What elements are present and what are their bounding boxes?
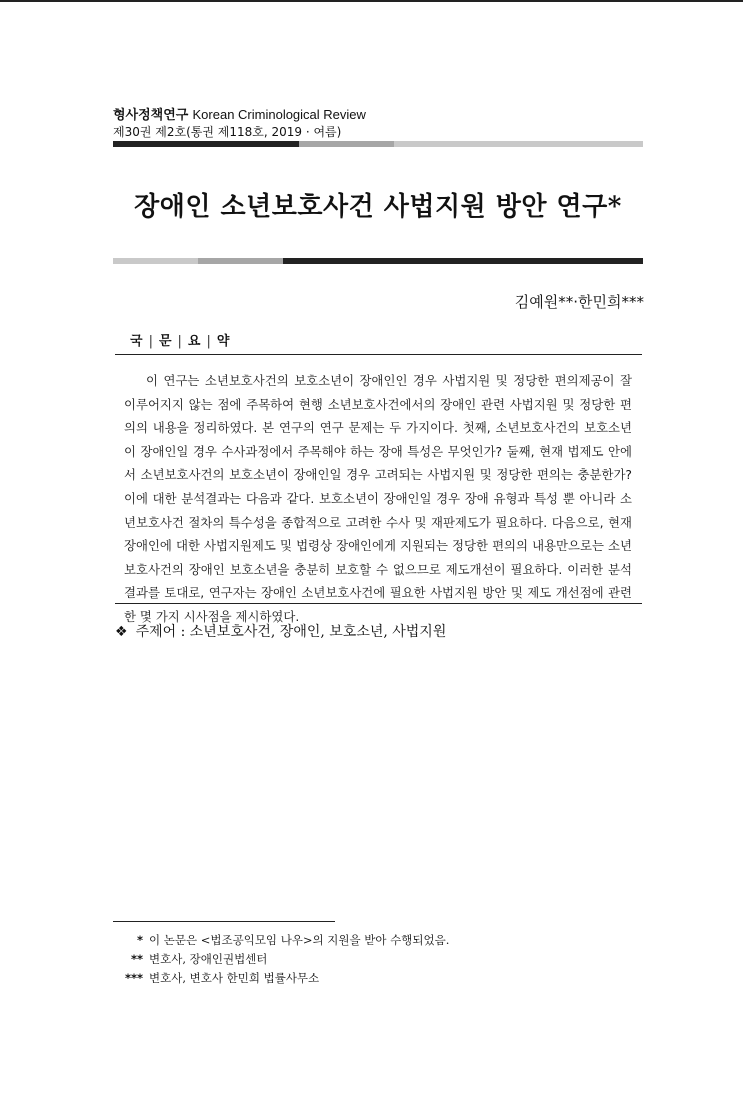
abstract-heading-char: 약 bbox=[216, 334, 232, 349]
footnote-mark: * bbox=[136, 933, 143, 947]
footnote-rule bbox=[113, 921, 335, 922]
footnote-text: 변호사, 변호사 한민희 법률사무소 bbox=[149, 971, 320, 985]
journal-name-korean: 형사정책연구 bbox=[113, 108, 189, 123]
top-border bbox=[0, 0, 743, 2]
footnote-2 bbox=[113, 951, 267, 967]
abstract-heading-char: 요 bbox=[187, 334, 203, 349]
issue-info: 제30권 제2호(통권 제118호, 2019 · 여름) bbox=[113, 125, 342, 139]
footnote-mark: *** bbox=[124, 971, 143, 985]
footnote-mark: ** bbox=[130, 952, 143, 966]
journal-name bbox=[113, 104, 366, 123]
paper-title: 장애인 소년보호사건 사법지원 방안 연구* bbox=[134, 192, 622, 222]
title-divider-bar bbox=[113, 258, 643, 264]
footnote-text: 변호사, 장애인권법센터 bbox=[149, 952, 268, 966]
journal-name-english: Korean Criminological Review bbox=[192, 107, 366, 122]
abstract-top-rule bbox=[115, 354, 642, 355]
abstract-heading-char: 문 bbox=[158, 334, 174, 349]
footnote-1 bbox=[113, 932, 449, 948]
abstract-heading-char: 국 bbox=[130, 334, 145, 349]
footnote-text: 이 논문은 <법조공익모임 나우>의 지원을 받아 수행되었음. bbox=[149, 933, 450, 947]
author-line: 김예원**·한민희*** bbox=[514, 293, 644, 311]
keywords-line bbox=[115, 621, 446, 641]
keywords-text: 주제어 : 소년보호사건, 장애인, 보호소년, 사법지원 bbox=[135, 624, 447, 640]
footnote-3 bbox=[113, 970, 319, 986]
abstract-heading: 국 | 문 | 요 | 약 bbox=[130, 334, 232, 349]
abstract-bottom-rule bbox=[115, 603, 642, 604]
abstract-body: 이 연구는 소년보호사건의 보호소년이 장애인인 경우 사법지원 및 정당한 편의제공이 잘 이루어지지 않는 점에 주목하여 현행 소년보호사건에서의 장애인 관련 사법지원 및 정당한 편의의 내용을 정리하였다. 본 연구의 연구 문제는 두 가지이다. 첫째, 소년보호사건의 보호소년이 장애인일 경우 수사과정에서 주목해야 하는 장애 특성은 무엇인가? 둘째, 현재 법제도 안에서 소년보호사건의 보호소년이 장애인일 경우 고려되는 사법지원 및 정당한 편의는 충분한가? 이에 대한 분석결과는 다음과 같다. 보호소년이 장애인일 경우 장애 유형과 특성 뿐 아니라 소년보호사건 절차의 특수성을 종합적으로 고려한 수사 및 재판제도가 필요하다. 다음으로, 현재 장애인에 대한 사법지원제도 및 법령상 장애인에게 지원되는 정당한 편의의 내용만으로는 소년보호사건의 장애인 보호소년을 충분히 보호할 수 없으므로 제도개선이 필요하다. 이러한 분석결과를 토대로, 연구자는 장애인 소년보호사건에 필요한 사법지원 방안 및 제도 개선점에 관련한 몇 가지 시사점을 제시하였다. bbox=[124, 373, 632, 624]
header-divider-bar bbox=[113, 141, 643, 147]
diamond-bullet-icon: ❖ bbox=[115, 624, 128, 640]
